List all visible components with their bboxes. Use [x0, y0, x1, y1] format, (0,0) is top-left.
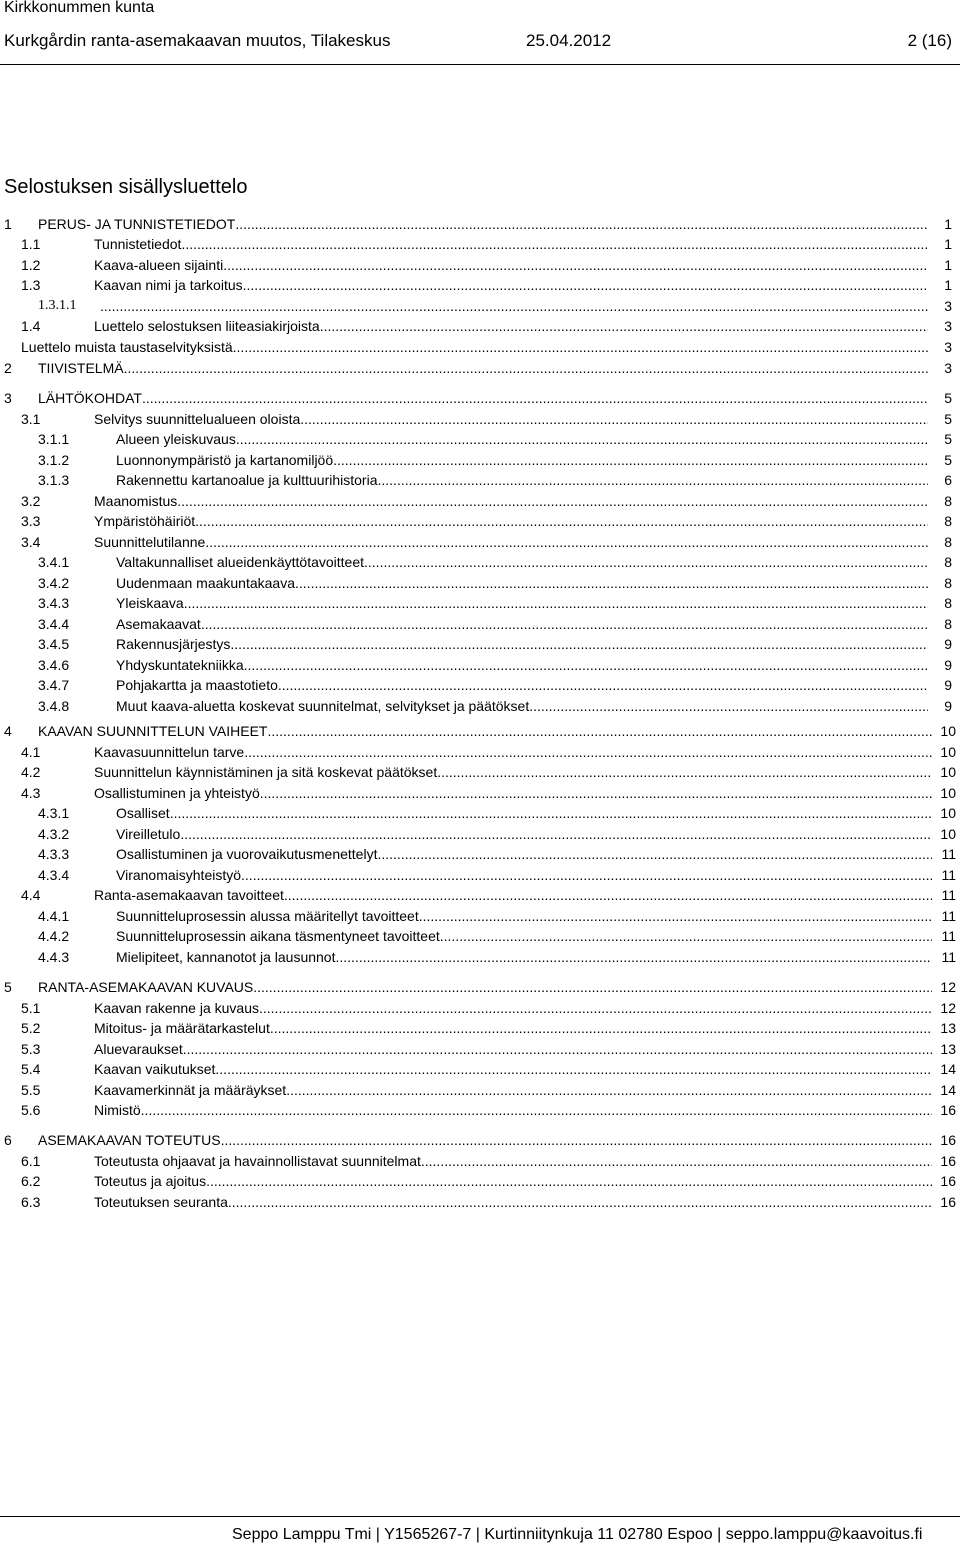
toc-entry-label: Uudenmaan maakuntakaava [116, 575, 296, 591]
toc-entry-page: 13 [940, 1041, 956, 1057]
toc-entry-number: 3.4.6 [38, 657, 70, 673]
toc-leader-dots [278, 675, 928, 695]
toc-entry-number: 5.6 [21, 1102, 41, 1118]
toc-entry-link[interactable] [116, 865, 932, 885]
toc-entry-page: 5 [944, 431, 952, 447]
toc-entry[interactable] [0, 316, 960, 336]
toc-entry[interactable] [0, 409, 960, 429]
toc-entry-link[interactable] [94, 316, 928, 336]
toc-entry-label: Suunnittelun käynnistäminen ja sitä koskevat päätökset [94, 764, 438, 780]
toc-entry[interactable] [0, 947, 960, 967]
toc-entry-number: 3.4.2 [38, 575, 70, 591]
toc-entry-page: 1 [944, 216, 952, 232]
toc-entry-number: 4.3 [21, 785, 41, 801]
toc-entry[interactable] [0, 783, 960, 803]
toc-leader-dots [205, 532, 928, 552]
toc-entry-label: Mitoitus- ja määrätarkastelut [94, 1020, 270, 1036]
toc-entry-number: 3.2 [21, 493, 41, 509]
toc-entry[interactable] [0, 824, 960, 844]
toc-entry-page: 16 [940, 1102, 956, 1118]
toc-leader-dots [235, 214, 928, 234]
toc-entry-link[interactable] [38, 388, 928, 408]
toc-entry-page: 16 [940, 1153, 956, 1169]
toc-entry-link[interactable] [116, 450, 928, 470]
toc-entry-number: 4 [4, 723, 12, 739]
toc-entry-page: 10 [940, 826, 956, 842]
toc-entry-number: 1.2 [21, 257, 41, 273]
toc-entry-label: Ympäristöhäiriöt [94, 513, 196, 529]
toc-entry-link[interactable] [116, 634, 928, 654]
toc-entry-page: 8 [944, 534, 952, 550]
toc-entry-page: 5 [944, 390, 952, 406]
toc-entry-page: 11 [941, 887, 956, 903]
toc-entry-page: 1 [944, 277, 952, 293]
toc-entry[interactable] [0, 906, 960, 926]
toc-leader-dots [295, 573, 928, 593]
toc-entry-number: 6.1 [21, 1153, 41, 1169]
toc-entry[interactable] [0, 337, 960, 357]
toc-entry[interactable] [0, 977, 960, 997]
toc-leader-dots [236, 429, 928, 449]
toc-entry-number: 3.4.4 [38, 616, 70, 632]
toc-entry-link[interactable] [94, 532, 928, 552]
toc-entry[interactable] [0, 450, 960, 470]
toc-leader-dots [124, 358, 928, 378]
toc-leader-dots [170, 803, 932, 823]
toc-entry-label: Toteutus ja ajoitus [94, 1173, 207, 1189]
toc-entry[interactable] [0, 573, 960, 593]
toc-entry-page: 9 [944, 698, 952, 714]
toc-entry-number: 5.5 [21, 1082, 41, 1098]
toc-entry-link[interactable] [94, 783, 932, 803]
toc-entry[interactable] [0, 634, 960, 654]
toc-leader-dots [243, 275, 928, 295]
toc-leader-dots [377, 844, 932, 864]
toc-entry-page: 10 [940, 764, 956, 780]
toc-entry-label: TIIVISTELMÄ [38, 360, 124, 376]
toc-leader-dots [228, 1192, 932, 1212]
toc-entry-label: Luettelo selostuksen liiteasiakirjoista [94, 318, 320, 334]
toc-entry-label: Tunnistetiedot [94, 236, 182, 252]
page-header [4, 30, 956, 52]
toc-entry-label: Pohjakartta ja maastotieto [116, 677, 278, 693]
toc-entry-label: Osallistuminen ja yhteistyö [94, 785, 260, 801]
page-number: 2 (16) [907, 31, 952, 50]
toc-entry-number: 1.1 [21, 236, 41, 252]
toc-entry-label: Kaavasuunnittelun tarve [94, 744, 245, 760]
toc-entry-page: 11 [941, 908, 956, 924]
toc-leader-dots [241, 865, 932, 885]
toc-entry-link[interactable] [94, 742, 932, 762]
toc-entry[interactable] [0, 1039, 960, 1059]
toc-entry-number: 4.4.3 [38, 949, 70, 965]
toc-entry-link[interactable] [38, 1130, 932, 1150]
toc-entry-link[interactable] [116, 573, 928, 593]
toc-entry[interactable] [0, 275, 960, 295]
toc-entry-label: Kaava-alueen sijainti [94, 257, 224, 273]
toc-entry-link[interactable] [116, 844, 932, 864]
toc-entry-label: Toteutusta ohjaavat ja havainnollistavat suunnitelmat [94, 1153, 421, 1169]
toc-entry[interactable] [0, 255, 960, 275]
toc-entry-link[interactable] [116, 947, 932, 967]
toc-entry[interactable] [0, 234, 960, 254]
toc-entry-link[interactable] [94, 234, 928, 254]
toc-entry-link[interactable] [116, 906, 932, 926]
toc-entry-link[interactable] [116, 429, 928, 449]
toc-leader-dots [223, 255, 928, 275]
toc-entry-number: 2 [4, 360, 12, 376]
toc-leader-dots [230, 634, 928, 654]
toc-leader-dots [142, 388, 928, 408]
toc-entry-label: Suunnitteluprosessin alussa määritellyt tavoitteet [116, 908, 419, 924]
toc-entry-link[interactable] [21, 337, 928, 357]
footer-divider [0, 1516, 960, 1517]
toc-entry-number: 6.2 [21, 1173, 41, 1189]
toc-entry-number: 3.1.2 [38, 452, 70, 468]
toc-entry-label: Kaavan nimi ja tarkoitus [94, 277, 243, 293]
toc-entry-label: LÄHTÖKOHDAT [38, 390, 142, 406]
toc-entry-page: 10 [940, 805, 956, 821]
toc-leader-dots [378, 470, 929, 490]
toc-leader-dots [180, 824, 932, 844]
toc-entry-page: 12 [940, 1000, 956, 1016]
toc-entry-number: 5.2 [21, 1020, 41, 1036]
toc-entry-label: RANTA-ASEMAKAAVAN KUVAUS [38, 979, 254, 995]
toc-leader-dots [364, 552, 928, 572]
toc-entry-page: 3 [944, 339, 952, 355]
toc-entry[interactable] [0, 358, 960, 378]
toc-entry-number: 4.3.3 [38, 846, 70, 862]
toc-entry[interactable] [0, 655, 960, 675]
toc-entry-label: Suunnittelutilanne [94, 534, 206, 550]
toc-entry-number: 4.3.4 [38, 867, 70, 883]
toc-entry-label: PERUS- JA TUNNISTETIEDOT [38, 216, 236, 232]
toc-leader-dots [195, 511, 928, 531]
toc-leader-dots [221, 1130, 932, 1150]
toc-leader-dots [259, 998, 932, 1018]
toc-entry[interactable] [0, 1059, 960, 1079]
toc-entry-link[interactable] [94, 409, 928, 429]
toc-entry[interactable] [0, 1192, 960, 1212]
toc-entry-link[interactable] [94, 762, 932, 782]
toc-entry[interactable] [0, 998, 960, 1018]
toc-entry-page: 9 [944, 677, 952, 693]
toc-leader-dots [320, 316, 928, 336]
toc-entry-link[interactable] [116, 824, 932, 844]
toc-leader-dots [529, 696, 928, 716]
toc-entry-page: 3 [944, 298, 952, 314]
toc-entry-number: 1.4 [21, 318, 41, 334]
toc-entry-page: 11 [941, 928, 956, 944]
toc-entry[interactable] [0, 1130, 960, 1150]
toc-leader-dots [270, 1018, 932, 1038]
toc-entry-number: 5 [4, 979, 12, 995]
toc-leader-dots [244, 742, 932, 762]
toc-entry[interactable] [0, 429, 960, 449]
toc-entry-page: 3 [944, 318, 952, 334]
toc-entry-label: Kaavan rakenne ja kuvaus [94, 1000, 259, 1016]
toc-leader-dots [184, 593, 928, 613]
toc-entry-number: 4.1 [21, 744, 41, 760]
toc-entry[interactable] [0, 491, 960, 511]
toc-entry-label: Mielipiteet, kannanotot ja lausunnot [116, 949, 336, 965]
toc-entry-number: 5.1 [21, 1000, 41, 1016]
toc-entry-number: 4.4.1 [38, 908, 70, 924]
toc-entry[interactable] [0, 696, 960, 716]
toc-entry-number: 4.4 [21, 887, 41, 903]
toc-entry[interactable] [0, 865, 960, 885]
toc-entry-page: 10 [940, 785, 956, 801]
toc-leader-dots [286, 1080, 932, 1100]
toc-entry-page: 11 [941, 846, 956, 862]
toc-entry-page: 1 [944, 257, 952, 273]
toc-entry-page: 11 [941, 949, 956, 965]
toc-entry-page: 8 [944, 493, 952, 509]
toc-entry-number: 3.4.7 [38, 677, 70, 693]
toc-entry-label: Nimistö [94, 1102, 141, 1118]
toc-entry[interactable] [0, 593, 960, 613]
toc-leader-dots [201, 614, 928, 634]
toc-entry[interactable] [0, 1151, 960, 1171]
toc-leader-dots [253, 977, 932, 997]
toc-entry-number: 3 [4, 390, 12, 406]
toc-leader-dots [177, 491, 928, 511]
toc-entry-page: 16 [940, 1132, 956, 1148]
toc-entry-page: 12 [940, 979, 956, 995]
toc-entry-label: Kaavamerkinnät ja määräykset [94, 1082, 287, 1098]
toc-entry-number: 1.3 [21, 277, 41, 293]
toc-entry-number: 4.2 [21, 764, 41, 780]
toc-entry-label: Alueen yleiskuvaus [116, 431, 236, 447]
toc-entry-link[interactable] [116, 803, 932, 823]
toc-entry[interactable] [0, 1100, 960, 1120]
toc-entry-label: Valtakunnalliset alueidenkäyttötavoitteet [116, 554, 365, 570]
toc-leader-dots [233, 337, 928, 357]
toc-entry-page: 3 [944, 360, 952, 376]
toc-entry-label: Vireilletulo [116, 826, 181, 842]
toc-entry-label: Viranomaisyhteistyö [116, 867, 242, 883]
toc-leader-dots [100, 296, 928, 316]
toc-entry[interactable] [0, 675, 960, 695]
toc-entry-link[interactable] [116, 926, 932, 946]
toc-entry-page: 8 [944, 513, 952, 529]
toc-leader-dots [267, 721, 932, 741]
toc-entry-number: 3.1.1 [38, 431, 70, 447]
toc-entry-link[interactable] [94, 1039, 932, 1059]
document-title: Kurkgårdin ranta-asemakaavan muutos, Tilakeskus [4, 31, 391, 50]
toc-entry-number: 3.1.3 [38, 472, 70, 488]
toc-entry-page: 16 [940, 1194, 956, 1210]
toc-entry-number: 5.3 [21, 1041, 41, 1057]
toc-entry-label: Luonnonympäristö ja kartanomiljöö [116, 452, 334, 468]
toc-entry-page: 16 [940, 1173, 956, 1189]
toc-entry[interactable] [0, 532, 960, 552]
toc-leader-dots [300, 409, 928, 429]
toc-leader-dots [244, 655, 928, 675]
toc-entry-page: 10 [940, 744, 956, 760]
toc-leader-dots [206, 1171, 932, 1191]
toc-entry-label: Aluevaraukset [94, 1041, 183, 1057]
toc-entry[interactable] [0, 844, 960, 864]
toc-entry[interactable] [0, 552, 960, 572]
toc-entry[interactable] [0, 742, 960, 762]
toc-entry-number: 3.4 [21, 534, 41, 550]
toc-entry-link[interactable] [116, 593, 928, 613]
toc-entry-page: 8 [944, 554, 952, 570]
toc-entry-page: 8 [944, 616, 952, 632]
toc-entry-link[interactable] [94, 1018, 932, 1038]
toc-entry-link[interactable] [94, 1192, 932, 1212]
toc-entry[interactable] [0, 926, 960, 946]
toc-entry-label: Ranta-asemakaavan tavoitteet [94, 887, 284, 903]
page-footer: Seppo Lamppu Tmi | Y1565267-7 | Kurtinniitynkuja 11 02780 Espoo | seppo.lamppu@kaavoitus.fi [232, 1526, 923, 1543]
toc-entry[interactable] [0, 470, 960, 490]
toc-entry-page: 9 [944, 657, 952, 673]
toc-entry-page: 14 [940, 1061, 956, 1077]
toc-entry-link[interactable] [94, 275, 928, 295]
toc-leader-dots [215, 1059, 932, 1079]
toc-entry-label: Yhdyskuntatekniikka [116, 657, 244, 673]
toc-entry-link[interactable] [94, 491, 928, 511]
toc-entry-label: Luettelo muista taustaselvityksistä [21, 339, 233, 355]
toc-entry[interactable] [0, 214, 960, 234]
toc-entry[interactable] [0, 296, 960, 316]
toc-entry-number: 1 [4, 216, 12, 232]
toc-entry-link[interactable] [38, 358, 928, 378]
toc-entry-number: 3.4.5 [38, 636, 70, 652]
toc-entry-page: 14 [940, 1082, 956, 1098]
toc-entry-number: 3.1 [21, 411, 41, 427]
toc-entry-link[interactable] [116, 614, 928, 634]
toc-entry-label: Toteutuksen seuranta [94, 1194, 228, 1210]
toc-entry-number: 3.4.3 [38, 595, 70, 611]
toc-entry-link[interactable] [94, 1100, 932, 1120]
toc-entry-link[interactable] [38, 977, 932, 997]
toc-entry-page: 5 [944, 411, 952, 427]
toc-entry-label: Kaavan vaikutukset [94, 1061, 216, 1077]
toc-entry-link[interactable] [94, 998, 932, 1018]
toc-entry-label: Asemakaavat [116, 616, 201, 632]
toc-leader-dots [284, 885, 932, 905]
toc-entry-label: Rakennusjärjestys [116, 636, 231, 652]
toc-entry-link[interactable] [94, 1171, 932, 1191]
toc-entry-link[interactable] [38, 214, 928, 234]
toc-entry-label: KAAVAN SUUNNITTELUN VAIHEET [38, 723, 268, 739]
header-divider [0, 64, 960, 65]
toc-leader-dots [181, 234, 928, 254]
toc-entry-page: 9 [944, 636, 952, 652]
toc-entry-page: 5 [944, 452, 952, 468]
toc-entry-page: 8 [944, 575, 952, 591]
toc-entry-page: 11 [941, 867, 956, 883]
toc-entry-page: 13 [940, 1020, 956, 1036]
toc-entry-label: Maanomistus [94, 493, 178, 509]
toc-entry-link[interactable] [94, 1080, 932, 1100]
toc-leader-dots [440, 926, 932, 946]
toc-entry-link[interactable] [38, 721, 932, 741]
toc-entry-label: Rakennettu kartanoalue ja kulttuurihistoria [116, 472, 378, 488]
toc-leader-dots [333, 450, 928, 470]
toc-leader-dots [183, 1039, 932, 1059]
toc-entry-number: 5.4 [21, 1061, 41, 1077]
toc-entry-link[interactable] [94, 885, 932, 905]
toc-leader-dots [141, 1100, 932, 1120]
toc-entry-number: 3.4.8 [38, 698, 70, 714]
toc-entry-link[interactable] [100, 296, 928, 316]
toc-entry-label: Osallistuminen ja vuorovaikutusmenettelyt [116, 846, 378, 862]
toc-entry-label: Muut kaava-aluetta koskevat suunnitelmat, selvitykset ja päätökset [116, 698, 530, 714]
toc-heading: Selostuksen sisällysluettelo [4, 176, 248, 198]
document-date: 25.04.2012 [526, 31, 612, 50]
toc-entry[interactable] [0, 762, 960, 782]
toc-entry-link[interactable] [116, 470, 928, 490]
toc-entry-link[interactable] [94, 1059, 932, 1079]
toc-entry-link[interactable] [94, 255, 928, 275]
toc-leader-dots [419, 906, 932, 926]
toc-entry[interactable] [0, 885, 960, 905]
toc-leader-dots [437, 762, 932, 782]
toc-entry-link[interactable] [116, 552, 928, 572]
toc-leader-dots [335, 947, 932, 967]
toc-entry-page: 6 [944, 472, 952, 488]
toc-entry-link[interactable] [116, 696, 928, 716]
toc-entry-link[interactable] [94, 511, 928, 531]
toc-entry-link[interactable] [116, 675, 928, 695]
toc-entry[interactable] [0, 803, 960, 823]
toc-entry-number: 6.3 [21, 1194, 41, 1210]
toc-entry-number: 4.3.2 [38, 826, 70, 842]
toc-entry-page: 10 [940, 723, 956, 739]
toc-entry-label: Selvitys suunnittelualueen oloista [94, 411, 301, 427]
toc-entry[interactable] [0, 1080, 960, 1100]
toc-entry[interactable] [0, 1171, 960, 1191]
toc-entry-number: 4.3.1 [38, 805, 70, 821]
toc-entry-number: 1.3.1.1 [38, 298, 77, 313]
toc-entry-number: 3.4.1 [38, 554, 70, 570]
toc-entry-page: 8 [944, 595, 952, 611]
toc-entry-label: ASEMAKAAVAN TOTEUTUS [38, 1132, 221, 1148]
toc-entry-label: Osalliset [116, 805, 170, 821]
toc-entry-label: Yleiskaava [116, 595, 184, 611]
toc-entry[interactable] [0, 614, 960, 634]
toc-entry[interactable] [0, 388, 960, 408]
toc-leader-dots [421, 1151, 932, 1171]
toc-entry[interactable] [0, 511, 960, 531]
toc-entry-number: 3.3 [21, 513, 41, 529]
toc-entry[interactable] [0, 1018, 960, 1038]
toc-entry-number: 6 [4, 1132, 12, 1148]
toc-entry-number: 4.4.2 [38, 928, 70, 944]
toc-entry[interactable] [0, 721, 960, 741]
toc-entry-link[interactable] [94, 1151, 932, 1171]
organization-name: Kirkkonummen kunta [4, 0, 155, 16]
toc-entry-link[interactable] [116, 655, 928, 675]
toc-leader-dots [260, 783, 932, 803]
toc-entry-page: 1 [944, 236, 952, 252]
toc-entry-label: Suunnitteluprosessin aikana täsmentyneet tavoitteet [116, 928, 440, 944]
